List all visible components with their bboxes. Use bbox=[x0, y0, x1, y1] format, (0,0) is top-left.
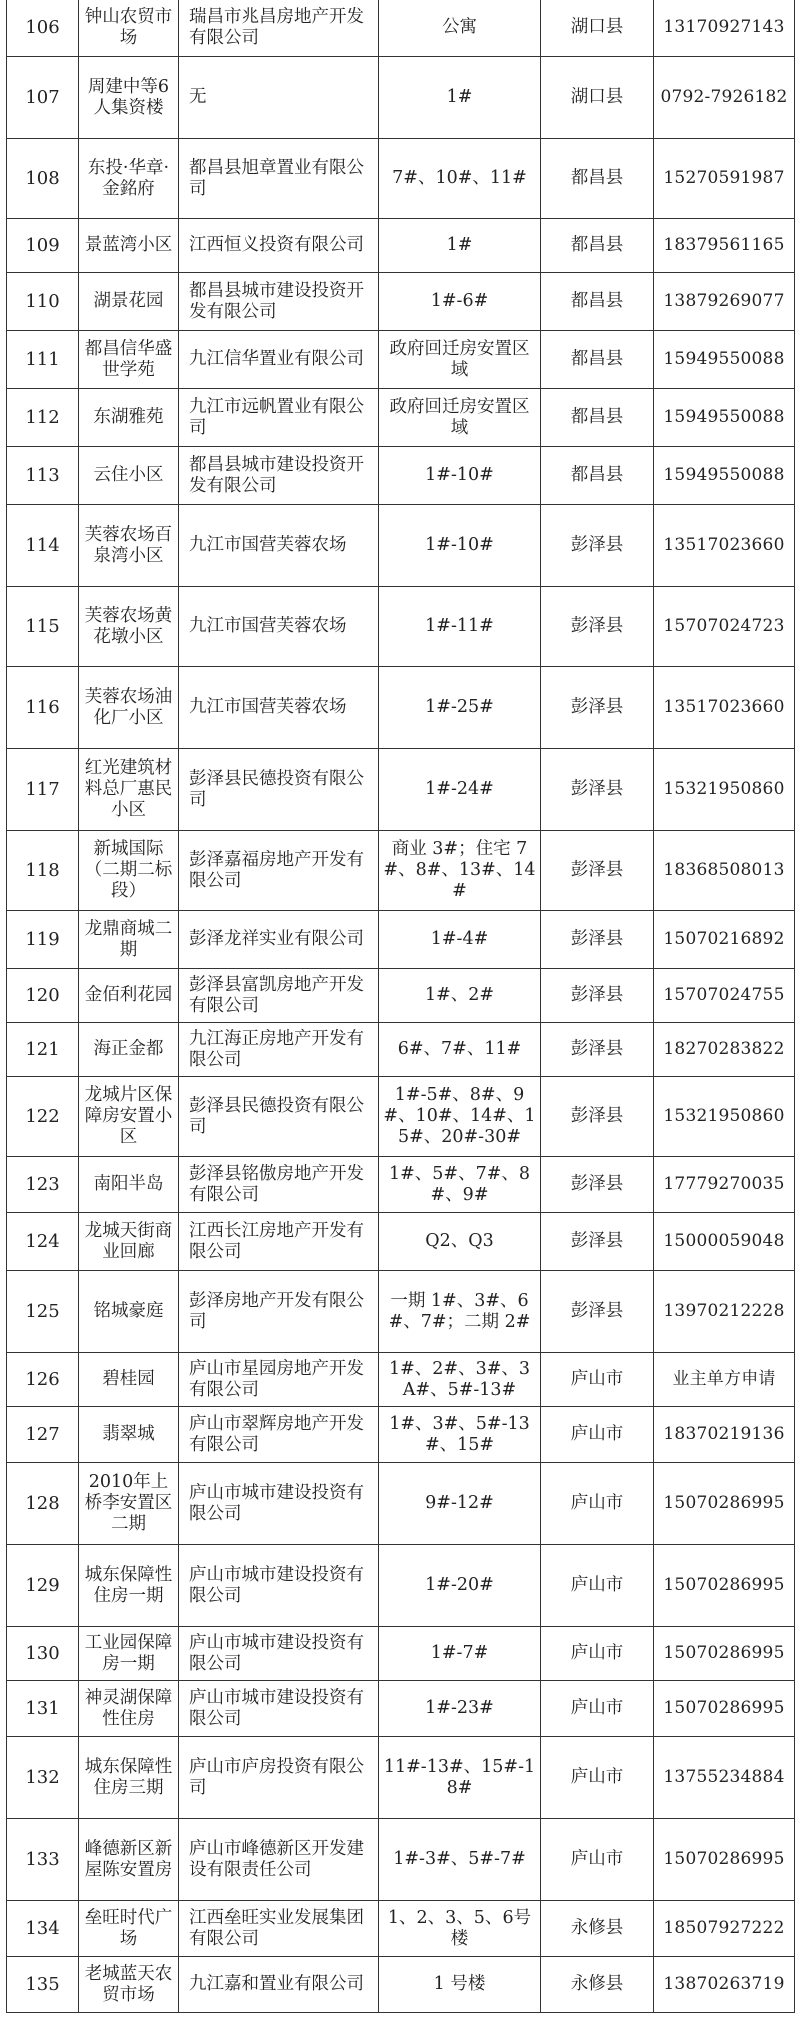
phone-cell: 15949550088 bbox=[654, 447, 795, 505]
county-cell: 彭泽县 bbox=[541, 831, 654, 911]
row-number-cell: 117 bbox=[7, 749, 79, 831]
county-cell: 庐山市 bbox=[541, 1819, 654, 1901]
table-row bbox=[7, 1271, 795, 1353]
table-row bbox=[7, 1463, 795, 1545]
phone-cell: 15321950860 bbox=[654, 1077, 795, 1157]
row-number-cell: 133 bbox=[7, 1819, 79, 1901]
county-cell: 永修县 bbox=[541, 1957, 654, 2013]
phone-cell: 15070216892 bbox=[654, 911, 795, 969]
county-cell: 彭泽县 bbox=[541, 1157, 654, 1213]
row-number-cell: 106 bbox=[7, 0, 79, 57]
project-name-cell: 云住小区 bbox=[79, 447, 179, 505]
county-cell: 彭泽县 bbox=[541, 667, 654, 749]
county-cell: 湖口县 bbox=[541, 57, 654, 139]
table-row bbox=[7, 831, 795, 911]
developer-cell: 都昌县城市建设投资开发有限公司 bbox=[179, 447, 379, 505]
project-name-cell: 东湖雅苑 bbox=[79, 389, 179, 447]
project-name-cell: 芙蓉农场黄花墩小区 bbox=[79, 587, 179, 667]
table-body bbox=[7, 0, 795, 2013]
buildings-cell: 1#-20# bbox=[379, 1545, 541, 1627]
table-row bbox=[7, 749, 795, 831]
county-cell: 彭泽县 bbox=[541, 1271, 654, 1353]
project-name-cell: 城东保障性住房三期 bbox=[79, 1737, 179, 1819]
phone-cell: 15949550088 bbox=[654, 389, 795, 447]
row-number-cell: 107 bbox=[7, 57, 79, 139]
buildings-cell: 1#-11# bbox=[379, 587, 541, 667]
developer-cell: 庐山市星园房地产开发有限公司 bbox=[179, 1353, 379, 1407]
buildings-cell: 1# bbox=[379, 219, 541, 273]
buildings-cell: 1#-7# bbox=[379, 1627, 541, 1681]
developer-cell: 九江市国营芙蓉农场 bbox=[179, 505, 379, 587]
developer-cell: 彭泽县富凯房地产开发有限公司 bbox=[179, 969, 379, 1023]
table-row bbox=[7, 1077, 795, 1157]
buildings-cell: 1、2、3、5、6号楼 bbox=[379, 1901, 541, 1957]
phone-cell: 0792-7926182 bbox=[654, 57, 795, 139]
developer-cell: 九江嘉和置业有限公司 bbox=[179, 1957, 379, 2013]
project-name-cell: 都昌信华盛世学苑 bbox=[79, 331, 179, 389]
project-name-cell: 东投·华章·金銘府 bbox=[79, 139, 179, 219]
buildings-cell: 1#-5#、8#、9#、10#、14#、15#、20#-30# bbox=[379, 1077, 541, 1157]
table-row bbox=[7, 57, 795, 139]
table-row bbox=[7, 667, 795, 749]
developer-cell: 都昌县城市建设投资开发有限公司 bbox=[179, 273, 379, 331]
table-row bbox=[7, 1407, 795, 1463]
buildings-cell: 政府回迁房安置区域 bbox=[379, 331, 541, 389]
county-cell: 庐山市 bbox=[541, 1353, 654, 1407]
table-row bbox=[7, 1023, 795, 1077]
table-row bbox=[7, 0, 795, 57]
buildings-cell: 1#-6# bbox=[379, 273, 541, 331]
phone-cell: 18507927222 bbox=[654, 1901, 795, 1957]
phone-cell: 18270283822 bbox=[654, 1023, 795, 1077]
project-name-cell: 铭城豪庭 bbox=[79, 1271, 179, 1353]
table-row bbox=[7, 1681, 795, 1737]
buildings-cell: 商业 3#；住宅 7#、8#、13#、14# bbox=[379, 831, 541, 911]
buildings-cell: 一期 1#、3#、6#、7#；二期 2# bbox=[379, 1271, 541, 1353]
table-row bbox=[7, 139, 795, 219]
county-cell: 彭泽县 bbox=[541, 1077, 654, 1157]
table-row bbox=[7, 1901, 795, 1957]
developer-cell: 庐山市翠辉房地产开发有限公司 bbox=[179, 1407, 379, 1463]
project-name-cell: 芙蓉农场油化厂小区 bbox=[79, 667, 179, 749]
buildings-cell: 1#-10# bbox=[379, 447, 541, 505]
phone-cell: 15070286995 bbox=[654, 1681, 795, 1737]
row-number-cell: 134 bbox=[7, 1901, 79, 1957]
phone-cell: 13870263719 bbox=[654, 1957, 795, 2013]
buildings-cell: 1#、2#、3#、3A#、5#-13# bbox=[379, 1353, 541, 1407]
developer-cell: 江西垒旺实业发展集团有限公司 bbox=[179, 1901, 379, 1957]
project-name-cell: 红光建筑材料总厂惠民小区 bbox=[79, 749, 179, 831]
county-cell: 庐山市 bbox=[541, 1407, 654, 1463]
county-cell: 都昌县 bbox=[541, 447, 654, 505]
table-row bbox=[7, 911, 795, 969]
developer-cell: 九江市远帆置业有限公司 bbox=[179, 389, 379, 447]
project-table bbox=[6, 0, 795, 2013]
table-row bbox=[7, 1819, 795, 1901]
buildings-cell: 1#-24# bbox=[379, 749, 541, 831]
table-row bbox=[7, 587, 795, 667]
row-number-cell: 124 bbox=[7, 1213, 79, 1271]
buildings-cell: 政府回迁房安置区域 bbox=[379, 389, 541, 447]
table-row bbox=[7, 1213, 795, 1271]
developer-cell: 江西恒义投资有限公司 bbox=[179, 219, 379, 273]
buildings-cell: 1#-10# bbox=[379, 505, 541, 587]
row-number-cell: 112 bbox=[7, 389, 79, 447]
developer-cell: 庐山市城市建设投资有限公司 bbox=[179, 1463, 379, 1545]
row-number-cell: 120 bbox=[7, 969, 79, 1023]
table-row bbox=[7, 505, 795, 587]
phone-cell: 17779270035 bbox=[654, 1157, 795, 1213]
row-number-cell: 108 bbox=[7, 139, 79, 219]
developer-cell: 庐山市庐房投资有限公司 bbox=[179, 1737, 379, 1819]
project-name-cell: 老城蓝天农贸市场 bbox=[79, 1957, 179, 2013]
project-name-cell: 周建中等6人集资楼 bbox=[79, 57, 179, 139]
project-name-cell: 垒旺时代广场 bbox=[79, 1901, 179, 1957]
project-name-cell: 金佰利花园 bbox=[79, 969, 179, 1023]
table-row bbox=[7, 969, 795, 1023]
row-number-cell: 109 bbox=[7, 219, 79, 273]
buildings-cell: 1#-23# bbox=[379, 1681, 541, 1737]
table-row bbox=[7, 1157, 795, 1213]
developer-cell: 彭泽县民德投资有限公司 bbox=[179, 749, 379, 831]
phone-cell: 15270591987 bbox=[654, 139, 795, 219]
table-row bbox=[7, 1737, 795, 1819]
phone-cell: 15707024755 bbox=[654, 969, 795, 1023]
developer-cell: 庐山市城市建设投资有限公司 bbox=[179, 1627, 379, 1681]
phone-cell: 13517023660 bbox=[654, 505, 795, 587]
table-row bbox=[7, 273, 795, 331]
phone-cell: 18368508013 bbox=[654, 831, 795, 911]
county-cell: 都昌县 bbox=[541, 273, 654, 331]
buildings-cell: 1#-4# bbox=[379, 911, 541, 969]
project-name-cell: 芙蓉农场百泉湾小区 bbox=[79, 505, 179, 587]
developer-cell: 庐山市城市建设投资有限公司 bbox=[179, 1545, 379, 1627]
buildings-cell: 6#、7#、11# bbox=[379, 1023, 541, 1077]
table-row bbox=[7, 1627, 795, 1681]
row-number-cell: 128 bbox=[7, 1463, 79, 1545]
project-name-cell: 2010年上桥李安置区二期 bbox=[79, 1463, 179, 1545]
project-name-cell: 南阳半岛 bbox=[79, 1157, 179, 1213]
county-cell: 都昌县 bbox=[541, 389, 654, 447]
row-number-cell: 125 bbox=[7, 1271, 79, 1353]
project-name-cell: 湖景花园 bbox=[79, 273, 179, 331]
buildings-cell: 9#-12# bbox=[379, 1463, 541, 1545]
project-name-cell: 神灵湖保障性住房 bbox=[79, 1681, 179, 1737]
row-number-cell: 116 bbox=[7, 667, 79, 749]
phone-cell: 13879269077 bbox=[654, 273, 795, 331]
project-name-cell: 龙城片区保障房安置小区 bbox=[79, 1077, 179, 1157]
county-cell: 都昌县 bbox=[541, 331, 654, 389]
phone-cell: 13517023660 bbox=[654, 667, 795, 749]
table-row bbox=[7, 1353, 795, 1407]
county-cell: 彭泽县 bbox=[541, 911, 654, 969]
project-name-cell: 钟山农贸市场 bbox=[79, 0, 179, 57]
county-cell: 庐山市 bbox=[541, 1737, 654, 1819]
developer-cell: 都昌县旭章置业有限公司 bbox=[179, 139, 379, 219]
phone-cell: 业主单方申请 bbox=[654, 1353, 795, 1407]
buildings-cell: 1#-3#、5#-7# bbox=[379, 1819, 541, 1901]
phone-cell: 15070286995 bbox=[654, 1627, 795, 1681]
county-cell: 永修县 bbox=[541, 1901, 654, 1957]
project-name-cell: 新城国际（二期二标段） bbox=[79, 831, 179, 911]
row-number-cell: 130 bbox=[7, 1627, 79, 1681]
row-number-cell: 123 bbox=[7, 1157, 79, 1213]
row-number-cell: 115 bbox=[7, 587, 79, 667]
developer-cell: 九江市国营芙蓉农场 bbox=[179, 667, 379, 749]
row-number-cell: 127 bbox=[7, 1407, 79, 1463]
project-name-cell: 工业园保障房一期 bbox=[79, 1627, 179, 1681]
phone-cell: 15070286995 bbox=[654, 1463, 795, 1545]
phone-cell: 15321950860 bbox=[654, 749, 795, 831]
row-number-cell: 135 bbox=[7, 1957, 79, 2013]
row-number-cell: 111 bbox=[7, 331, 79, 389]
county-cell: 彭泽县 bbox=[541, 505, 654, 587]
phone-cell: 13755234884 bbox=[654, 1737, 795, 1819]
county-cell: 庐山市 bbox=[541, 1681, 654, 1737]
phone-cell: 13170927143 bbox=[654, 0, 795, 57]
phone-cell: 13970212228 bbox=[654, 1271, 795, 1353]
row-number-cell: 122 bbox=[7, 1077, 79, 1157]
project-name-cell: 城东保障性住房一期 bbox=[79, 1545, 179, 1627]
table-row bbox=[7, 389, 795, 447]
table-row bbox=[7, 1957, 795, 2013]
row-number-cell: 118 bbox=[7, 831, 79, 911]
developer-cell: 彭泽龙祥实业有限公司 bbox=[179, 911, 379, 969]
county-cell: 彭泽县 bbox=[541, 969, 654, 1023]
table-row bbox=[7, 331, 795, 389]
project-name-cell: 碧桂园 bbox=[79, 1353, 179, 1407]
buildings-cell: Q2、Q3 bbox=[379, 1213, 541, 1271]
county-cell: 彭泽县 bbox=[541, 1023, 654, 1077]
table-row bbox=[7, 219, 795, 273]
buildings-cell: 1#-25# bbox=[379, 667, 541, 749]
project-name-cell: 景蓝湾小区 bbox=[79, 219, 179, 273]
developer-cell: 瑞昌市兆昌房地产开发有限公司 bbox=[179, 0, 379, 57]
county-cell: 彭泽县 bbox=[541, 749, 654, 831]
row-number-cell: 129 bbox=[7, 1545, 79, 1627]
row-number-cell: 114 bbox=[7, 505, 79, 587]
buildings-cell: 7#、10#、11# bbox=[379, 139, 541, 219]
buildings-cell: 1 号楼 bbox=[379, 1957, 541, 2013]
row-number-cell: 132 bbox=[7, 1737, 79, 1819]
row-number-cell: 119 bbox=[7, 911, 79, 969]
phone-cell: 18379561165 bbox=[654, 219, 795, 273]
phone-cell: 15707024723 bbox=[654, 587, 795, 667]
developer-cell: 九江信华置业有限公司 bbox=[179, 331, 379, 389]
developer-cell: 江西长江房地产开发有限公司 bbox=[179, 1213, 379, 1271]
developer-cell: 九江海正房地产开发有限公司 bbox=[179, 1023, 379, 1077]
developer-cell: 庐山市城市建设投资有限公司 bbox=[179, 1681, 379, 1737]
project-name-cell: 峰德新区新屋陈安置房 bbox=[79, 1819, 179, 1901]
county-cell: 庐山市 bbox=[541, 1627, 654, 1681]
county-cell: 庐山市 bbox=[541, 1545, 654, 1627]
phone-cell: 18370219136 bbox=[654, 1407, 795, 1463]
project-name-cell: 龙鼎商城二期 bbox=[79, 911, 179, 969]
row-number-cell: 110 bbox=[7, 273, 79, 331]
project-name-cell: 翡翠城 bbox=[79, 1407, 179, 1463]
buildings-cell: 1#、3#、5#-13#、15# bbox=[379, 1407, 541, 1463]
developer-cell: 无 bbox=[179, 57, 379, 139]
buildings-cell: 1# bbox=[379, 57, 541, 139]
phone-cell: 15070286995 bbox=[654, 1819, 795, 1901]
row-number-cell: 113 bbox=[7, 447, 79, 505]
row-number-cell: 126 bbox=[7, 1353, 79, 1407]
county-cell: 都昌县 bbox=[541, 219, 654, 273]
buildings-cell: 公寓 bbox=[379, 0, 541, 57]
phone-cell: 15949550088 bbox=[654, 331, 795, 389]
county-cell: 湖口县 bbox=[541, 0, 654, 57]
developer-cell: 彭泽县铭傲房地产开发有限公司 bbox=[179, 1157, 379, 1213]
phone-cell: 15000059048 bbox=[654, 1213, 795, 1271]
county-cell: 庐山市 bbox=[541, 1463, 654, 1545]
county-cell: 都昌县 bbox=[541, 139, 654, 219]
developer-cell: 九江市国营芙蓉农场 bbox=[179, 587, 379, 667]
project-name-cell: 龙城天街商业回廊 bbox=[79, 1213, 179, 1271]
developer-cell: 彭泽房地产开发有限公司 bbox=[179, 1271, 379, 1353]
buildings-cell: 1#、2# bbox=[379, 969, 541, 1023]
county-cell: 彭泽县 bbox=[541, 587, 654, 667]
developer-cell: 彭泽嘉福房地产开发有限公司 bbox=[179, 831, 379, 911]
phone-cell: 15070286995 bbox=[654, 1545, 795, 1627]
county-cell: 彭泽县 bbox=[541, 1213, 654, 1271]
buildings-cell: 1#、5#、7#、8#、9# bbox=[379, 1157, 541, 1213]
developer-cell: 庐山市峰德新区开发建设有限责任公司 bbox=[179, 1819, 379, 1901]
table-row bbox=[7, 1545, 795, 1627]
project-name-cell: 海正金都 bbox=[79, 1023, 179, 1077]
developer-cell: 彭泽县民德投资有限公司 bbox=[179, 1077, 379, 1157]
row-number-cell: 121 bbox=[7, 1023, 79, 1077]
buildings-cell: 11#-13#、15#-18# bbox=[379, 1737, 541, 1819]
table-row bbox=[7, 447, 795, 505]
row-number-cell: 131 bbox=[7, 1681, 79, 1737]
